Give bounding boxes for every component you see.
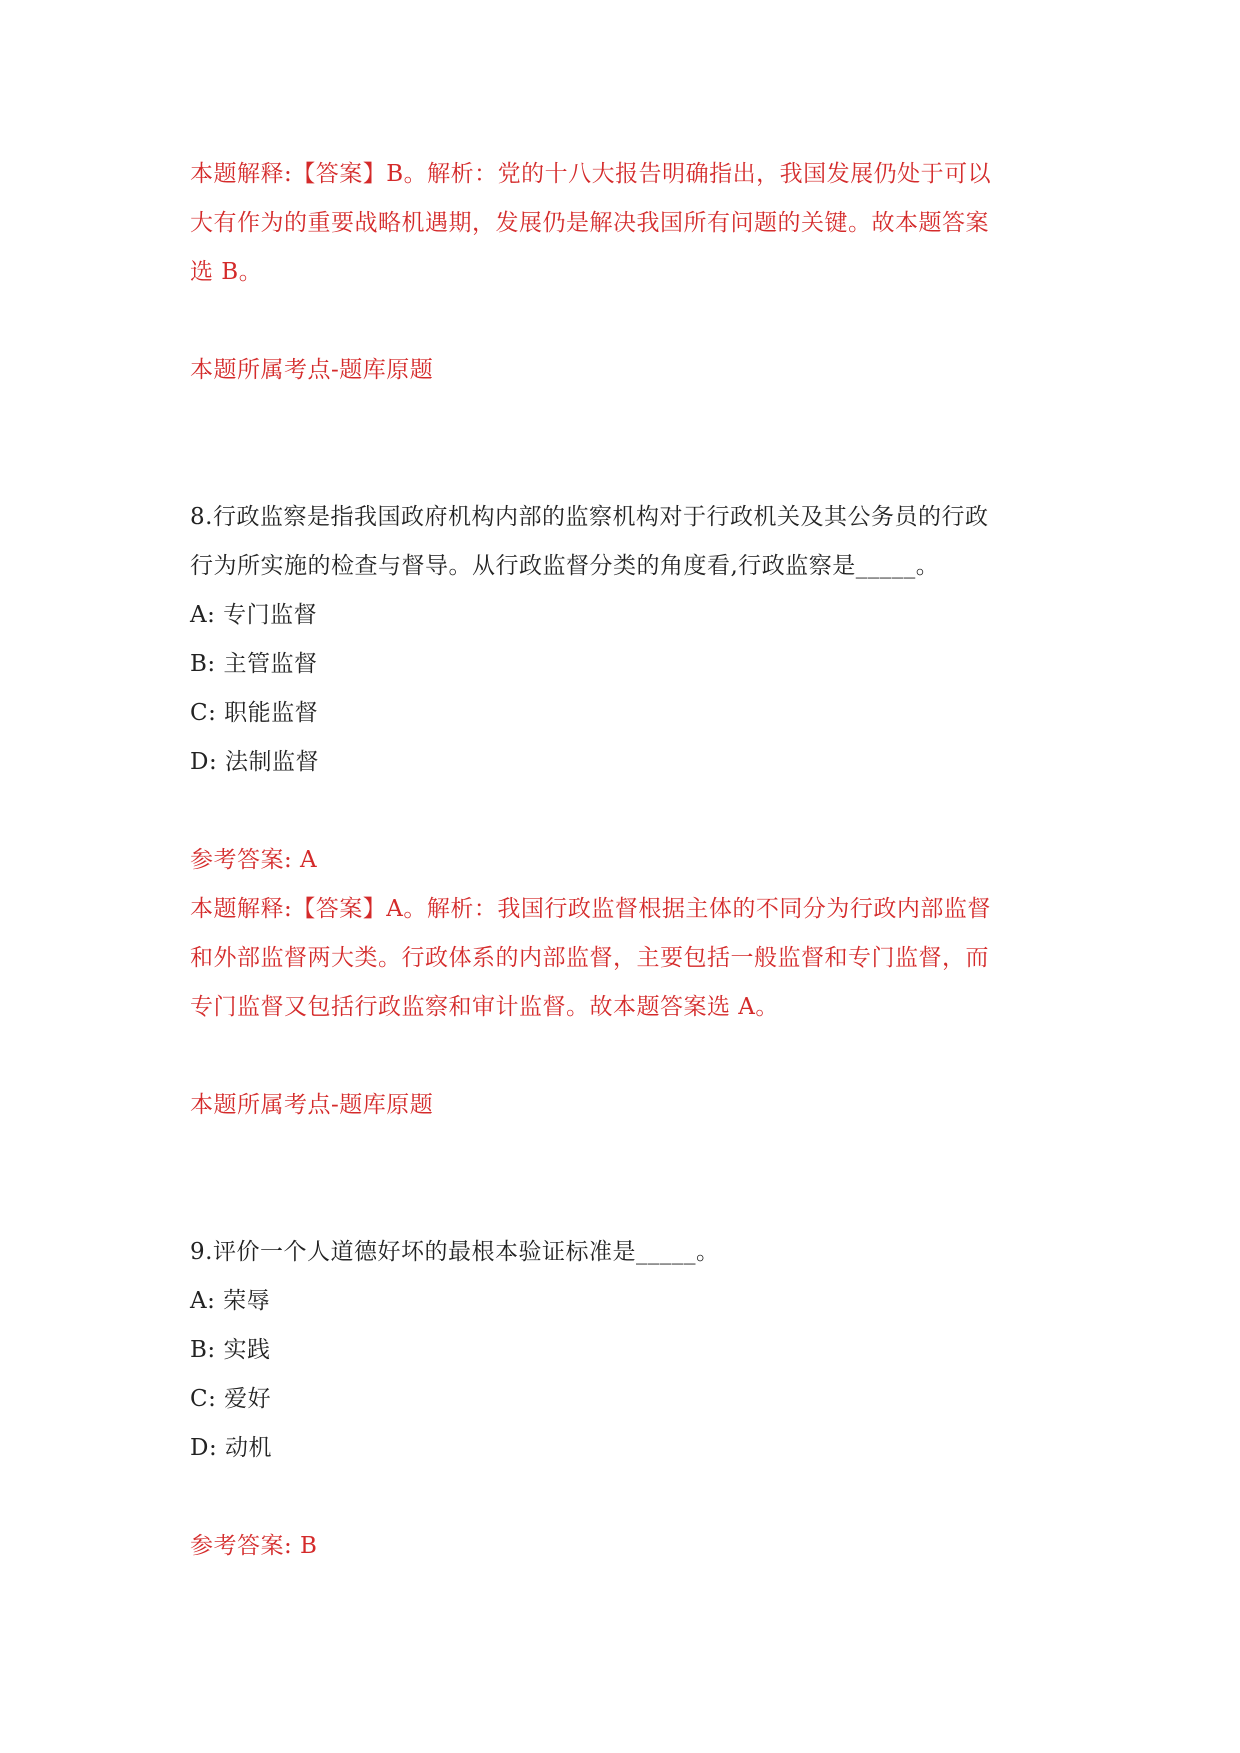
source-tag-prev: 本题所属考点-题库原题 [190, 357, 434, 383]
option-d: D: 动机 [190, 1435, 273, 1461]
option-d: D: 法制监督 [190, 749, 320, 775]
option-b: B: 实践 [190, 1337, 271, 1363]
explanation-block-prev [190, 150, 1050, 297]
option-a: A: 专门监督 [190, 602, 318, 628]
option-c: C: 职能监督 [190, 700, 319, 726]
explanation-line: 本题解释:【答案】B。解析：党的十八大报告明确指出，我国发展仍处于可以 [190, 161, 992, 187]
question-9 [190, 1228, 1050, 1571]
option-c: C: 爱好 [190, 1386, 272, 1412]
question-stem-line: 行为所实施的检查与督导。从行政监督分类的角度看,行政监察是_____。 [190, 553, 940, 579]
option-a: A: 荣辱 [190, 1288, 271, 1314]
question-8 [190, 493, 1050, 1130]
question-stem-line: 9.评价一个人道德好坏的最根本验证标准是_____。 [190, 1239, 720, 1265]
explanation-line: 和外部监督两大类。行政体系的内部监督，主要包括一般监督和专门监督，而 [190, 945, 989, 971]
reference-answer: 参考答案: A [190, 847, 318, 873]
reference-answer: 参考答案: B [190, 1533, 318, 1559]
source-tag: 本题所属考点-题库原题 [190, 1092, 434, 1118]
explanation-line: 选 B。 [190, 259, 263, 285]
document-page [190, 150, 1050, 1571]
explanation-line: 专门监督又包括行政监察和审计监督。故本题答案选 A。 [190, 994, 779, 1020]
explanation-line: 大有作为的重要战略机遇期，发展仍是解决我国所有问题的关键。故本题答案 [190, 210, 989, 236]
option-b: B: 主管监督 [190, 651, 318, 677]
question-stem-line: 8.行政监察是指我国政府机构内部的监察机构对于行政机关及其公务员的行政 [190, 504, 989, 530]
explanation-line: 本题解释:【答案】A。解析：我国行政监督根据主体的不同分为行政内部监督 [190, 896, 991, 922]
